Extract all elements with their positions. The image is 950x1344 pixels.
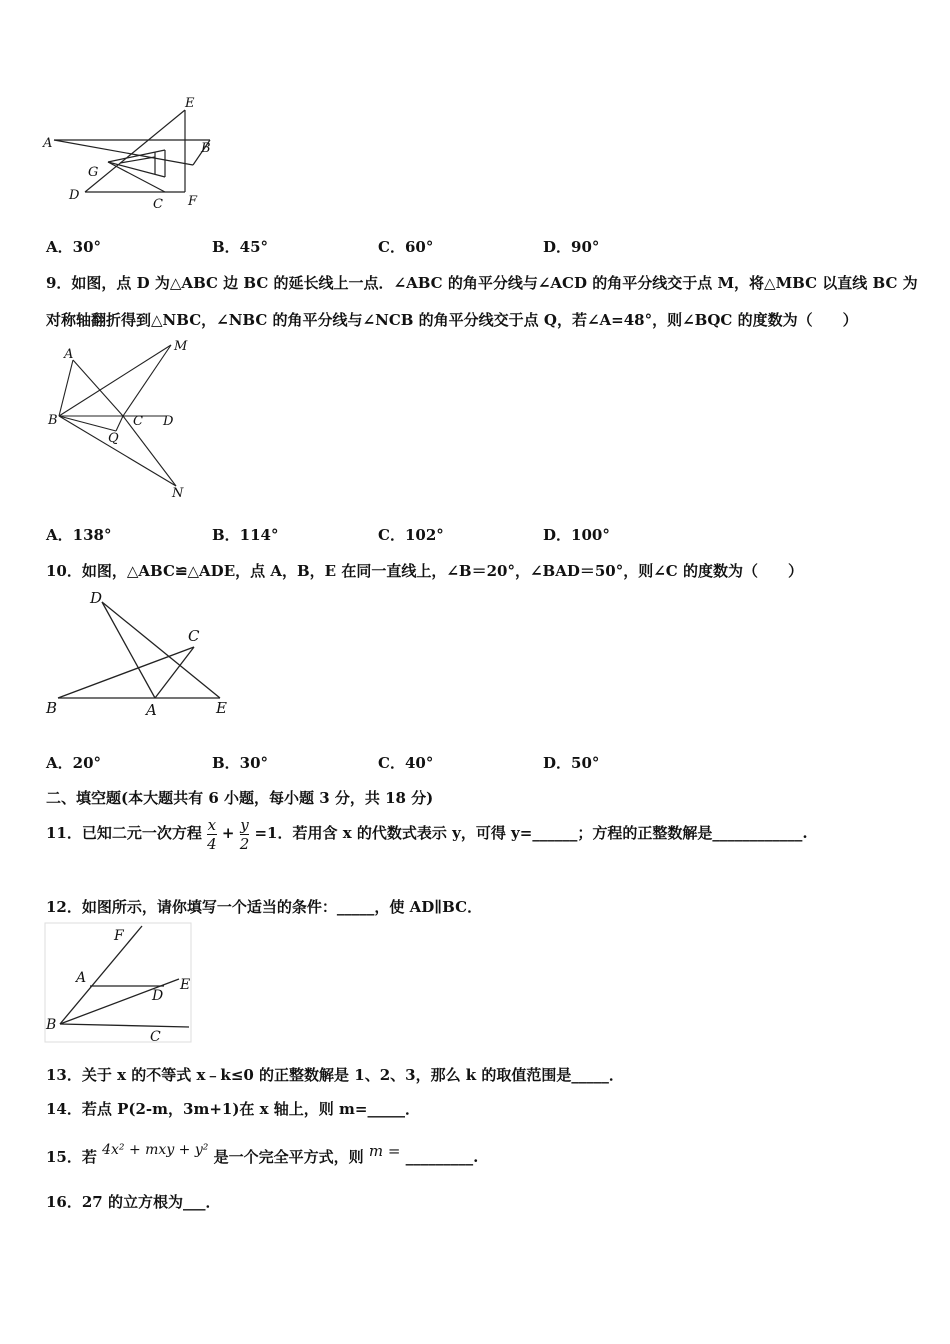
q11-suffix: =1．若用含 x 的代数式表示 y，可得 y=______；方程的正整数解是____________. — [254, 824, 808, 842]
q15-prefix: 15．若 — [46, 1148, 97, 1166]
q10-option-b: B．30° — [212, 754, 269, 772]
q15-expression: 4x² + mxy + y² — [102, 1142, 209, 1158]
q10-label-B: B — [46, 699, 58, 717]
q9-label-B: B — [48, 413, 58, 428]
q13-question: 13．关于 x 的不等式 x﹣k≤0 的正整数解是 1、2、3，那么 k 的取值范围是_____． — [46, 1066, 624, 1084]
q11-question — [46, 815, 808, 853]
q16-question: 16．27 的立方根为___． — [46, 1193, 221, 1211]
q15-middle: 是一个完全平方式，则 — [213, 1148, 364, 1166]
q11-frac2-den: 2 — [239, 834, 250, 853]
q14-question: 14．若点 P(2-m，3m+1)在 x 轴上，则 m=_____． — [46, 1100, 420, 1118]
q11-fraction-x-over-4 — [207, 816, 217, 853]
q10-label-C: C — [188, 627, 200, 645]
q9-option-a: A．138° — [46, 526, 112, 544]
q8-figure — [40, 95, 230, 215]
q11-fraction-y-over-2 — [240, 816, 250, 853]
q15-suffix: _________. — [405, 1148, 479, 1166]
q10-option-a: A．20° — [46, 754, 102, 772]
q10-figure — [40, 585, 240, 720]
q12-label-C: C — [150, 1029, 161, 1044]
q10-question: 10．如图，△ABC≌△ADE，点 A，B，E 在同一直线上，∠B＝20°，∠BAD＝50°，则∠C 的度数为（ ） — [46, 562, 803, 580]
q15-variable: m = — [368, 1142, 401, 1160]
q12-label-D: D — [152, 988, 164, 1004]
q8-label-E: E — [185, 96, 195, 111]
q12-question: 12．如图所示，请你填写一个适当的条件：_____，使 AD∥BC． — [46, 898, 483, 916]
q9-option-d: D．100° — [543, 526, 610, 544]
q11-frac2-num: y — [240, 815, 249, 834]
q15-question — [46, 1132, 478, 1175]
q10-label-D: D — [90, 589, 103, 607]
q10-option-c: C．40° — [378, 754, 434, 772]
q8-label-G: G — [88, 165, 99, 180]
q9-figure — [44, 338, 204, 503]
q9-question-line1: 9．如图，点 D 为△ABC 边 BC 的延长线上一点．∠ABC 的角平分线与∠ACD 的角平分线交于点 M，将△MBC 以直线 BC 为 — [46, 274, 918, 292]
q8-label-A: A — [43, 136, 53, 151]
q8-option-d: D．90° — [543, 238, 600, 256]
q10-label-A: A — [146, 701, 157, 719]
q9-question-line2: 对称轴翻折得到△NBC，∠NBC 的角平分线与∠NCB 的角平分线交于点 Q，若∠A=48°，则∠BQC 的度数为（ ） — [46, 311, 858, 329]
q9-label-Q: Q — [108, 431, 119, 446]
q9-label-A: A — [64, 347, 74, 362]
q8-option-a: A．30° — [46, 238, 102, 256]
q12-label-F: F — [114, 928, 124, 944]
q8-label-D: D — [69, 188, 80, 203]
section2-title: 二、填空题(本大题共有 6 小题，每小题 3 分，共 18 分) — [46, 789, 434, 807]
q11-frac1-den: 4 — [207, 834, 217, 853]
q10-option-d: D．50° — [543, 754, 600, 772]
q8-label-B: B — [201, 141, 211, 156]
q8-option-c: C．60° — [378, 238, 434, 256]
q12-label-A: A — [76, 970, 87, 986]
q11-frac1-num: x — [207, 815, 217, 834]
q9-label-M: M — [174, 339, 188, 354]
q12-label-E: E — [180, 977, 191, 993]
q12-figure — [44, 922, 194, 1044]
q9-option-b: B．114° — [212, 526, 279, 544]
q11-prefix: 11．已知二元一次方程 — [46, 824, 202, 842]
q12-label-B: B — [46, 1017, 57, 1033]
q8-option-b: B．45° — [212, 238, 269, 256]
q9-option-c: C．102° — [378, 526, 444, 544]
q9-label-N: N — [172, 486, 184, 501]
q8-label-C: C — [153, 197, 163, 212]
q11-plus: + — [221, 824, 235, 842]
q9-label-C: C — [133, 414, 143, 429]
q10-label-E: E — [216, 699, 227, 717]
q8-label-F: F — [188, 194, 198, 209]
q9-label-D: D — [163, 414, 174, 429]
